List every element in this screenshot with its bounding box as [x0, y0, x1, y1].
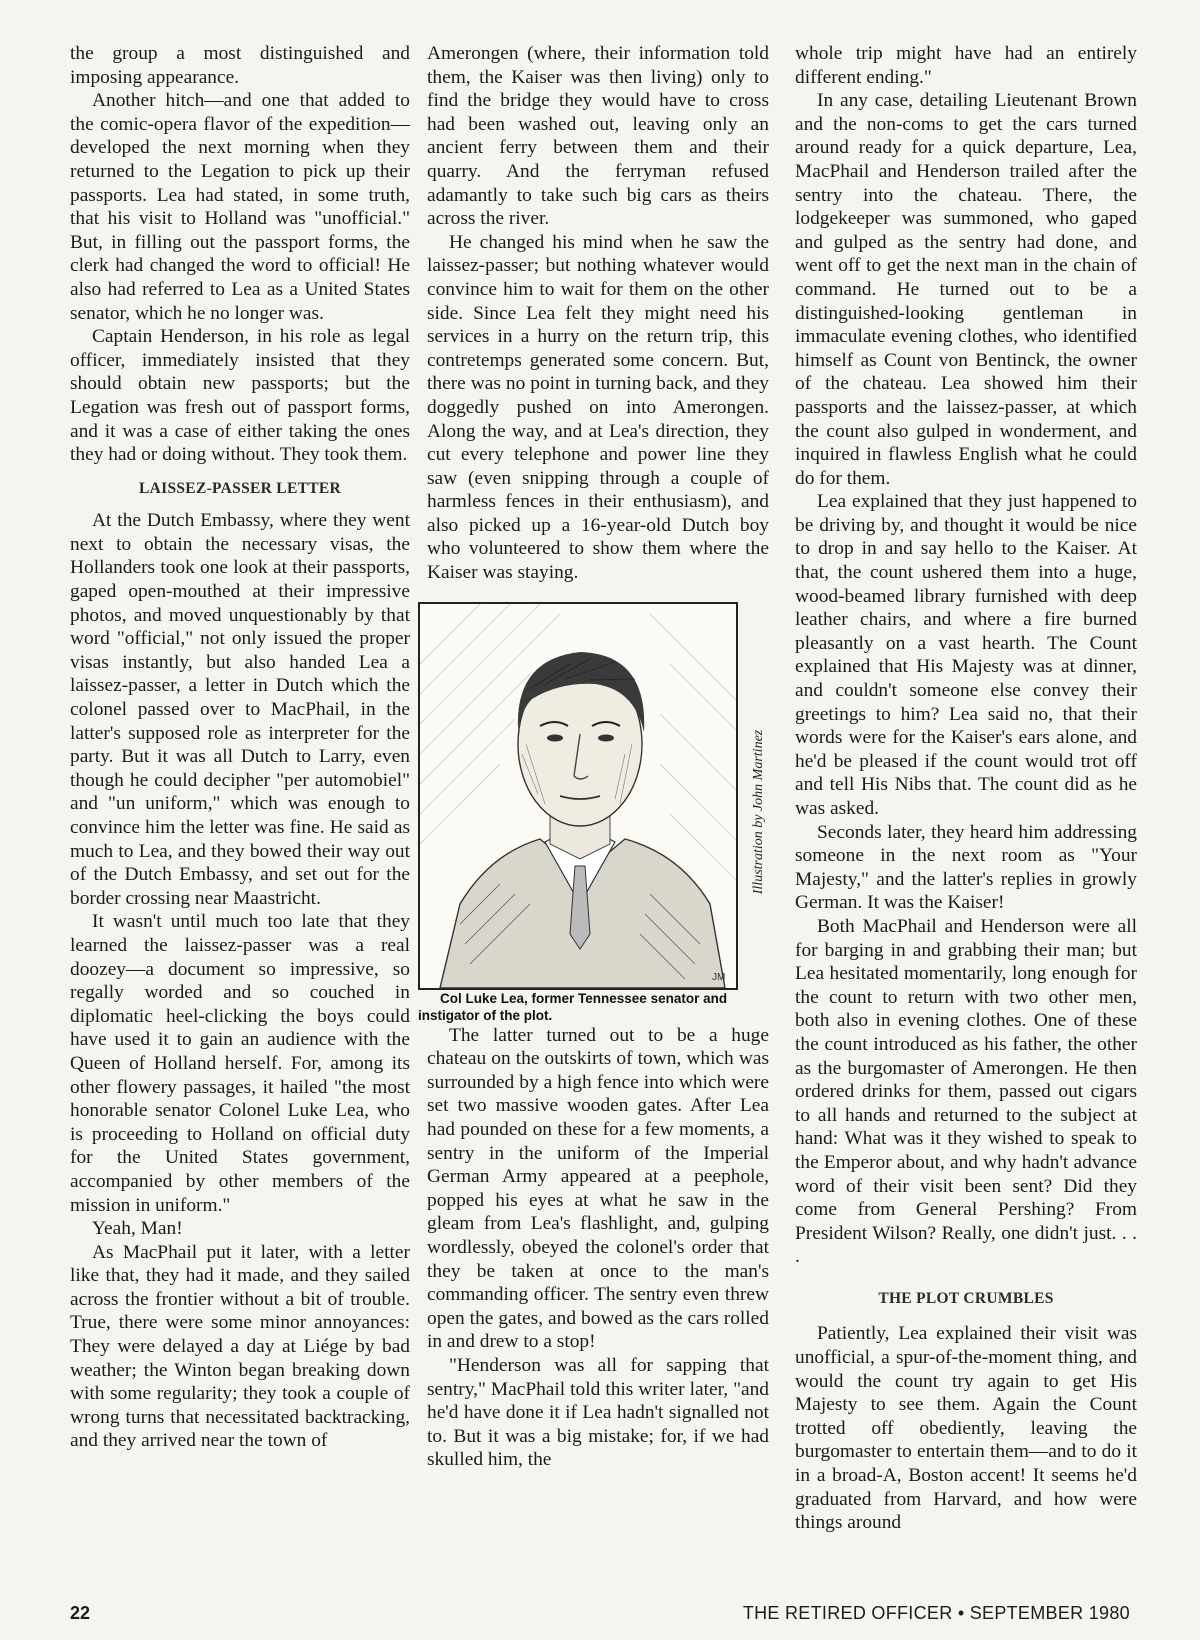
paragraph: the group a most distinguished and imposing appearance. [70, 43, 410, 88]
paragraph: "Henderson was all for sapping that sentry," MacPhail told this writer later, "and he'd have done it if Lea hadn't signalled not to. But it was a big mistake; for, if we had skulled him, the [427, 1354, 769, 1471]
paragraph: Both MacPhail and Henderson were all for barging in and grabbing their man; but Lea hesitated momentarily, long enough for the count to return with two other men, both also in evening clothes. One of these the count introduced as his father, the other as the burgomaster of Amerongen. He then ordered drinks for them, passed out cigars to all hands and returned to the subject at hand: What was it they wished to speak to the Emperor about, and why hadn't advance word of their visit been sent? Did they come from General Pershing? From President Wilson? Really, one didn't just. . . . [795, 915, 1137, 1268]
paragraph: Seconds later, they heard him addressing someone in the next room as "Your Majesty," and the latter's replies in growly German. It was the Kaiser! [795, 821, 1137, 914]
paragraph: In any case, detailing Lieutenant Brown and the non-coms to get the cars turned around ready for a quick departure, Lea, MacPhail and Henderson trailed after the sentry into the chateau. There, the lodgekeeper was summoned, who gaped and gulped as the sentry had done, and went off to get the next man in the chain of command. He turned out to be a distinguished-looking gentleman in immaculate evening clothes, who identified himself as Count von Bentinck, the owner of the chateau. Lea showed him their passports and the laissez-passer, at which the count also gulped in wonderment, and inquired in flawless English what he could do for them. [795, 90, 1137, 489]
illustration-credit [748, 632, 770, 992]
paragraph: whole trip might have had an entirely different ending." [795, 43, 1137, 88]
illustration-caption: Col Luke Lea, former Tennessee senator and instigator of the plot. [418, 990, 728, 1023]
column-1 [70, 42, 410, 1453]
paragraph: Another hitch—and one that added to the comic-opera flavor of the expedition—developed the next morning when they returned to the Legation to pick up their passports. Lea had stated, in some truth, that his visit to Holland was "unofficial." But, in filling out the passport forms, the clerk had changed the word to official! He also had referred to Lea as a United States senator, which he no longer was. [70, 90, 410, 324]
paragraph: Patiently, Lea explained their visit was unofficial, a spur-of-the-moment thing, and would the count try again to get His Majesty to see them. Again the Count trotted off obediently, leaving the burgomaster to entertain them—and to do it in a broad-A, Boston accent! It seems he'd graduated from Harvard, and how were things around [795, 1323, 1137, 1534]
paragraph: Yeah, Man! [92, 1218, 183, 1240]
credit-text: Illustration by John Martinez [751, 729, 767, 894]
section-heading: LAISSEZ-PASSER LETTER [139, 479, 341, 497]
paragraph: Amerongen (where, their information told them, the Kaiser was then living) only to find the bridge they would have to cross had been washed out, leaving only an ancient ferry between them and their quarry. And the ferryman refused adamantly to take such big cars as theirs across the river. [427, 43, 769, 230]
paragraph: The latter turned out to be a huge chateau on the outskirts of town, which was surrounded by a high fence into which were set two massive wooden gates. After Lea had pounded on these for a few moments, a sentry in the uniform of the Imperial German Army appeared at a peephole, popped his eyes at what he saw in the gleam from Lea's flashlight, and, gulping wordlessly, obeyed the colonel's order that they be taken at once to the man's commanding officer. The sentry even threw open the gates, and bowed as the cars rolled in and drew to a stop! [427, 1024, 769, 1353]
column-3 [795, 42, 1137, 1535]
illustration-block [418, 602, 767, 1024]
page-number: 22 [70, 1603, 91, 1623]
artist-monogram: JM [712, 971, 726, 983]
paragraph: It wasn't until much too late that they learned the laissez-passer was a real doozey—a document so impressive, so regally worded and so couched in diplomatic heel-clicking the boys could have used it to gain an audience with the Queen of Holland herself. For, among its other flowery passages, it hailed "the most honorable senator Colonel Luke Lea, who is proceeding to Holland on official duty for the United States government, accompanied by other members of the mission in uniform." [70, 911, 410, 1216]
paragraph: Captain Henderson, in his role as legal officer, immediately insisted that they should obtain new passports; but the Legation was fresh out of passport forms, and it was a case of either taking the ones they had or doing without. They took them. [70, 326, 410, 466]
paragraph: He changed his mind when he saw the laissez-passer; but nothing whatever would convince him to wait for them on the other side. Since Lea felt they might need his services in a hurry on the return trip, this contretemps generated some concern. But, there was no point in turning back, and they doggedly pushed on into Amerongen. Along the way, and at Lea's direction, they cut every telephone and power line they saw (even snipping through a couple of harmless fences in their enthusiasm), and also picked up a 16-year-old Dutch boy who volunteered to show them where the Kaiser was staying. [427, 231, 769, 584]
section-heading: THE PLOT CRUMBLES [878, 1289, 1054, 1307]
portrait-sketch-icon [420, 604, 736, 988]
paragraph: As MacPhail put it later, with a letter like that, they had it made, and they sailed across the frontier without a bit of trouble. True, there were some minor annoyances: They were delayed a day at Liége by bad weather; the Winton began breaking down with some regularity; they took a couple of wrong turns that necessitated backtracking, and they arrived near the town of [70, 1241, 410, 1452]
paragraph: Lea explained that they just happened to be driving by, and thought it would be nice to drop in and say hello to the Kaiser. At that, the count ushered them into a huge, wood-beamed library furnished with deep leather chairs, and where a fire burned pleasantly on a vast hearth. The Count explained that His Majesty was at dinner, and couldn't someone else convey their greetings to him? Lea said no, that their words were for the Kaiser's ears alone, and he'd be pleased if the count would trot off and tell His Nibs that. The count did as he was asked. [795, 491, 1137, 819]
paragraph: At the Dutch Embassy, where they went next to obtain the necessary visas, the Hollanders took one look at their passports, gaped open-mouthed at their impressive photos, and moved unquestionably by that word "official," not only issued the proper visas instantly, but also handed Lea a laissez-passer, a letter in Dutch which the colonel passed over to MacPhail, in the latter's supposed role as interpreter for the party. But it was all Dutch to Larry, even though he could decipher "per automobiel" and "un uniform," which was enough to convince him the letter was fine. He said as much to Lea, and they bowed their way out of the Dutch Embassy, and set out for the border crossing near Maastricht. [70, 510, 410, 909]
portrait-illustration [418, 602, 738, 990]
magazine-footer: THE RETIRED OFFICER • SEPTEMBER 1980 [742, 1603, 1130, 1623]
column-2 [418, 42, 769, 1472]
